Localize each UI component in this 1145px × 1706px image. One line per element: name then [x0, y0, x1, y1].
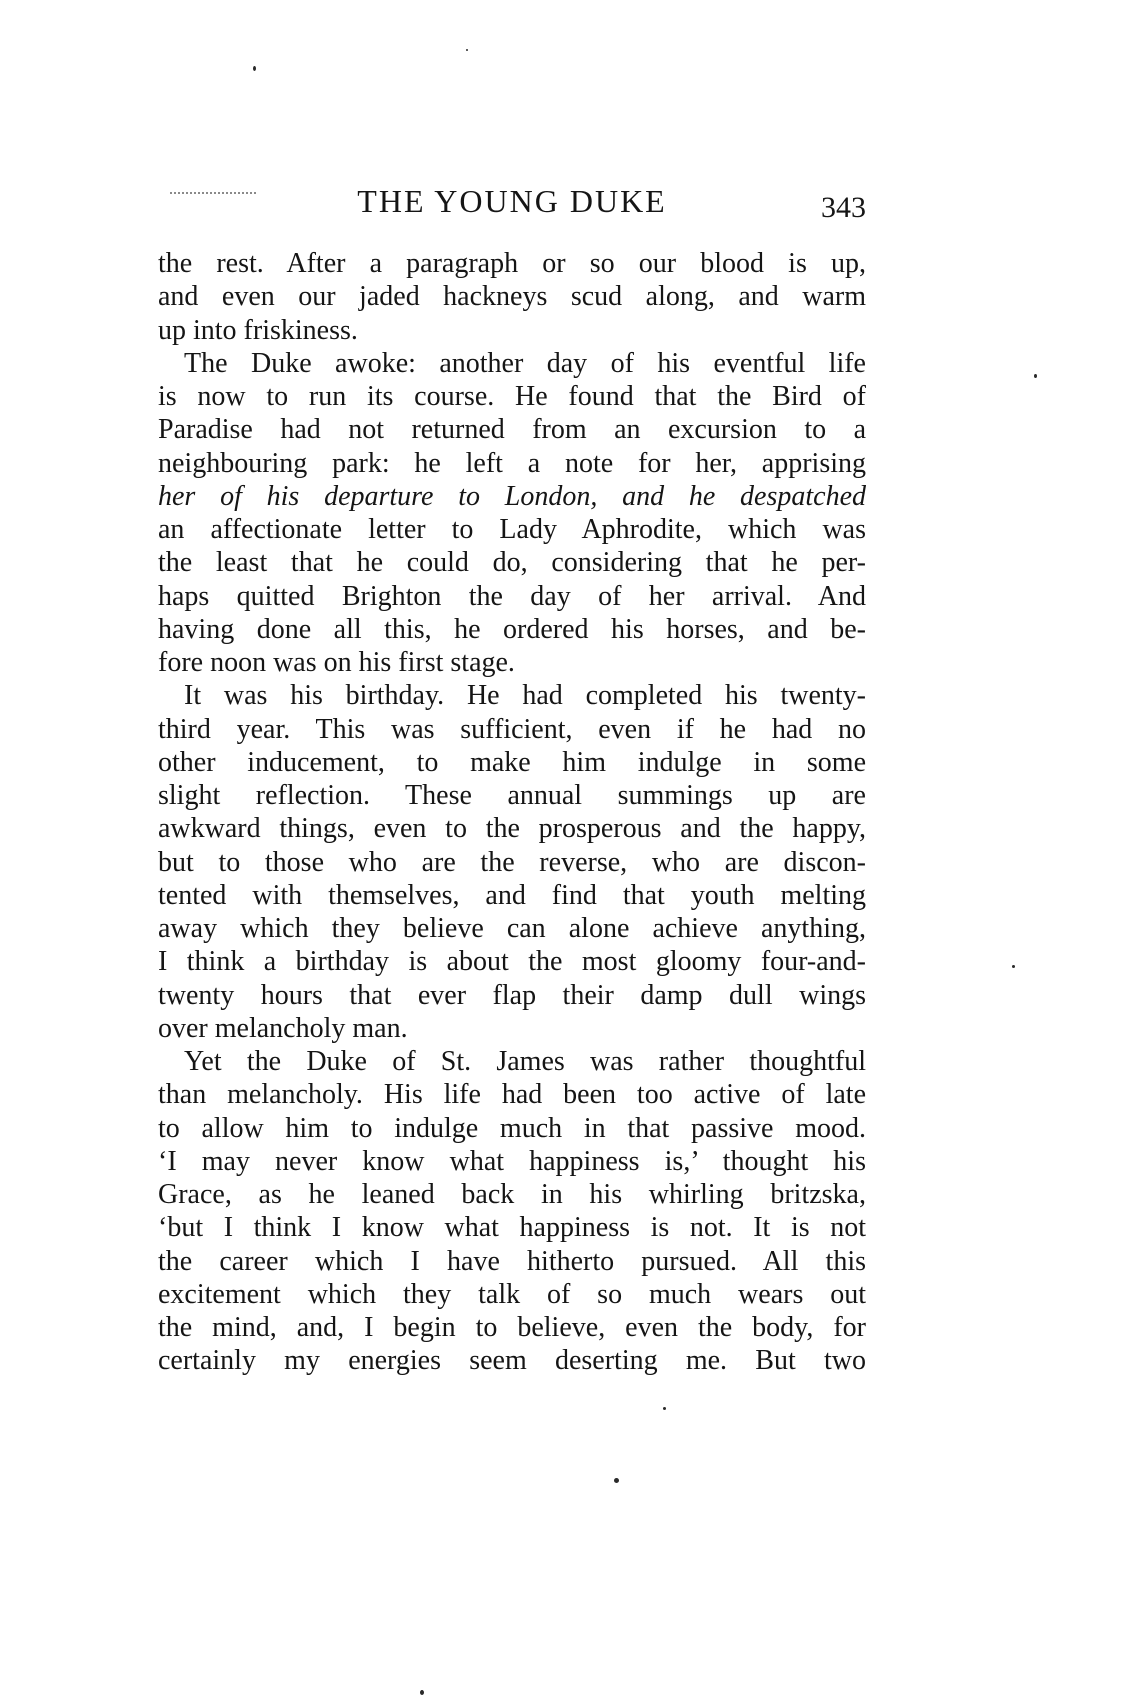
- text-line: tented with themselves, and find that youth melting: [158, 879, 866, 911]
- paper-speck: [614, 1478, 619, 1483]
- paper-speck: [420, 1690, 424, 1695]
- text-line: certainly my energies seem deserting me. But two: [158, 1345, 866, 1377]
- text-line: the least that he could do, considering that he per-: [158, 547, 866, 579]
- text-line: slight reflection. These annual summings up are: [158, 780, 866, 811]
- text-line: twenty hours that ever flap their damp dull wings: [158, 979, 866, 1011]
- text-line: the rest. After a paragraph or so our blood is up,: [158, 248, 866, 279]
- text-line: is now to run its course. He found that the Bird of: [158, 381, 866, 412]
- text-line: Paradise had not returned from an excursion to a: [158, 414, 866, 446]
- paragraph-start: Yet the Duke of St. James was rather thoughtful: [184, 1046, 866, 1077]
- page-header: [158, 183, 866, 223]
- paragraph-start: It was his birthday. He had completed his twenty-: [184, 680, 866, 712]
- running-title: THE YOUNG DUKE: [357, 183, 667, 219]
- text-line: ‘I may never know what happiness is,’ thought his: [158, 1145, 866, 1177]
- paper-speck: [466, 49, 468, 51]
- text-line: and even our jaded hackneys scud along, and warm: [158, 281, 866, 313]
- text-line: third year. This was sufficient, even if he had no: [158, 713, 866, 745]
- paper-speck: [253, 66, 256, 71]
- paper-speck: [1012, 965, 1015, 968]
- text-line: fore noon was on his first stage.: [158, 647, 515, 678]
- text-line: having done all this, he ordered his horses, and be-: [158, 613, 866, 645]
- page-number: 343: [821, 191, 866, 224]
- text-line: I think a birthday is about the most gloomy four-and-: [158, 946, 866, 978]
- text-line: over melancholy man.: [158, 1012, 408, 1044]
- text-line: to allow him to indulge much in that passive mood.: [158, 1112, 866, 1144]
- text-line: an affectionate letter to Lady Aphrodite, which was: [158, 514, 866, 545]
- text-line: the mind, and, I begin to believe, even the body, for: [158, 1312, 866, 1343]
- text-line: haps quitted Brighton the day of her arrival. And: [158, 580, 866, 612]
- paragraph-start: The Duke awoke: another day of his eventful life: [184, 347, 866, 379]
- text-line: ‘but I think I know what happiness is not. It is not: [158, 1212, 866, 1244]
- text-line: excitement which they talk of so much wears out: [158, 1278, 866, 1310]
- text-line: the career which I have hitherto pursued. All this: [158, 1245, 866, 1277]
- paper-speck: [663, 1407, 666, 1410]
- text-line: awkward things, even to the prosperous and the happy,: [158, 813, 866, 845]
- text-line: away which they believe can alone achieve anything,: [158, 913, 866, 944]
- text-line: her of his departure to London, and he despatched: [158, 480, 866, 512]
- text-line: neighbouring park: he left a note for her, apprising: [158, 447, 866, 479]
- text-line: Grace, as he leaned back in his whirling britzska,: [158, 1179, 866, 1210]
- paper-speck: [1034, 374, 1037, 378]
- text-line: but to those who are the reverse, who are discon-: [158, 846, 866, 878]
- text-line: up into friskiness.: [158, 314, 358, 346]
- text-line: than melancholy. His life had been too active of late: [158, 1079, 866, 1111]
- body-text: [158, 247, 866, 1378]
- text-line: other inducement, to make him indulge in some: [158, 746, 866, 778]
